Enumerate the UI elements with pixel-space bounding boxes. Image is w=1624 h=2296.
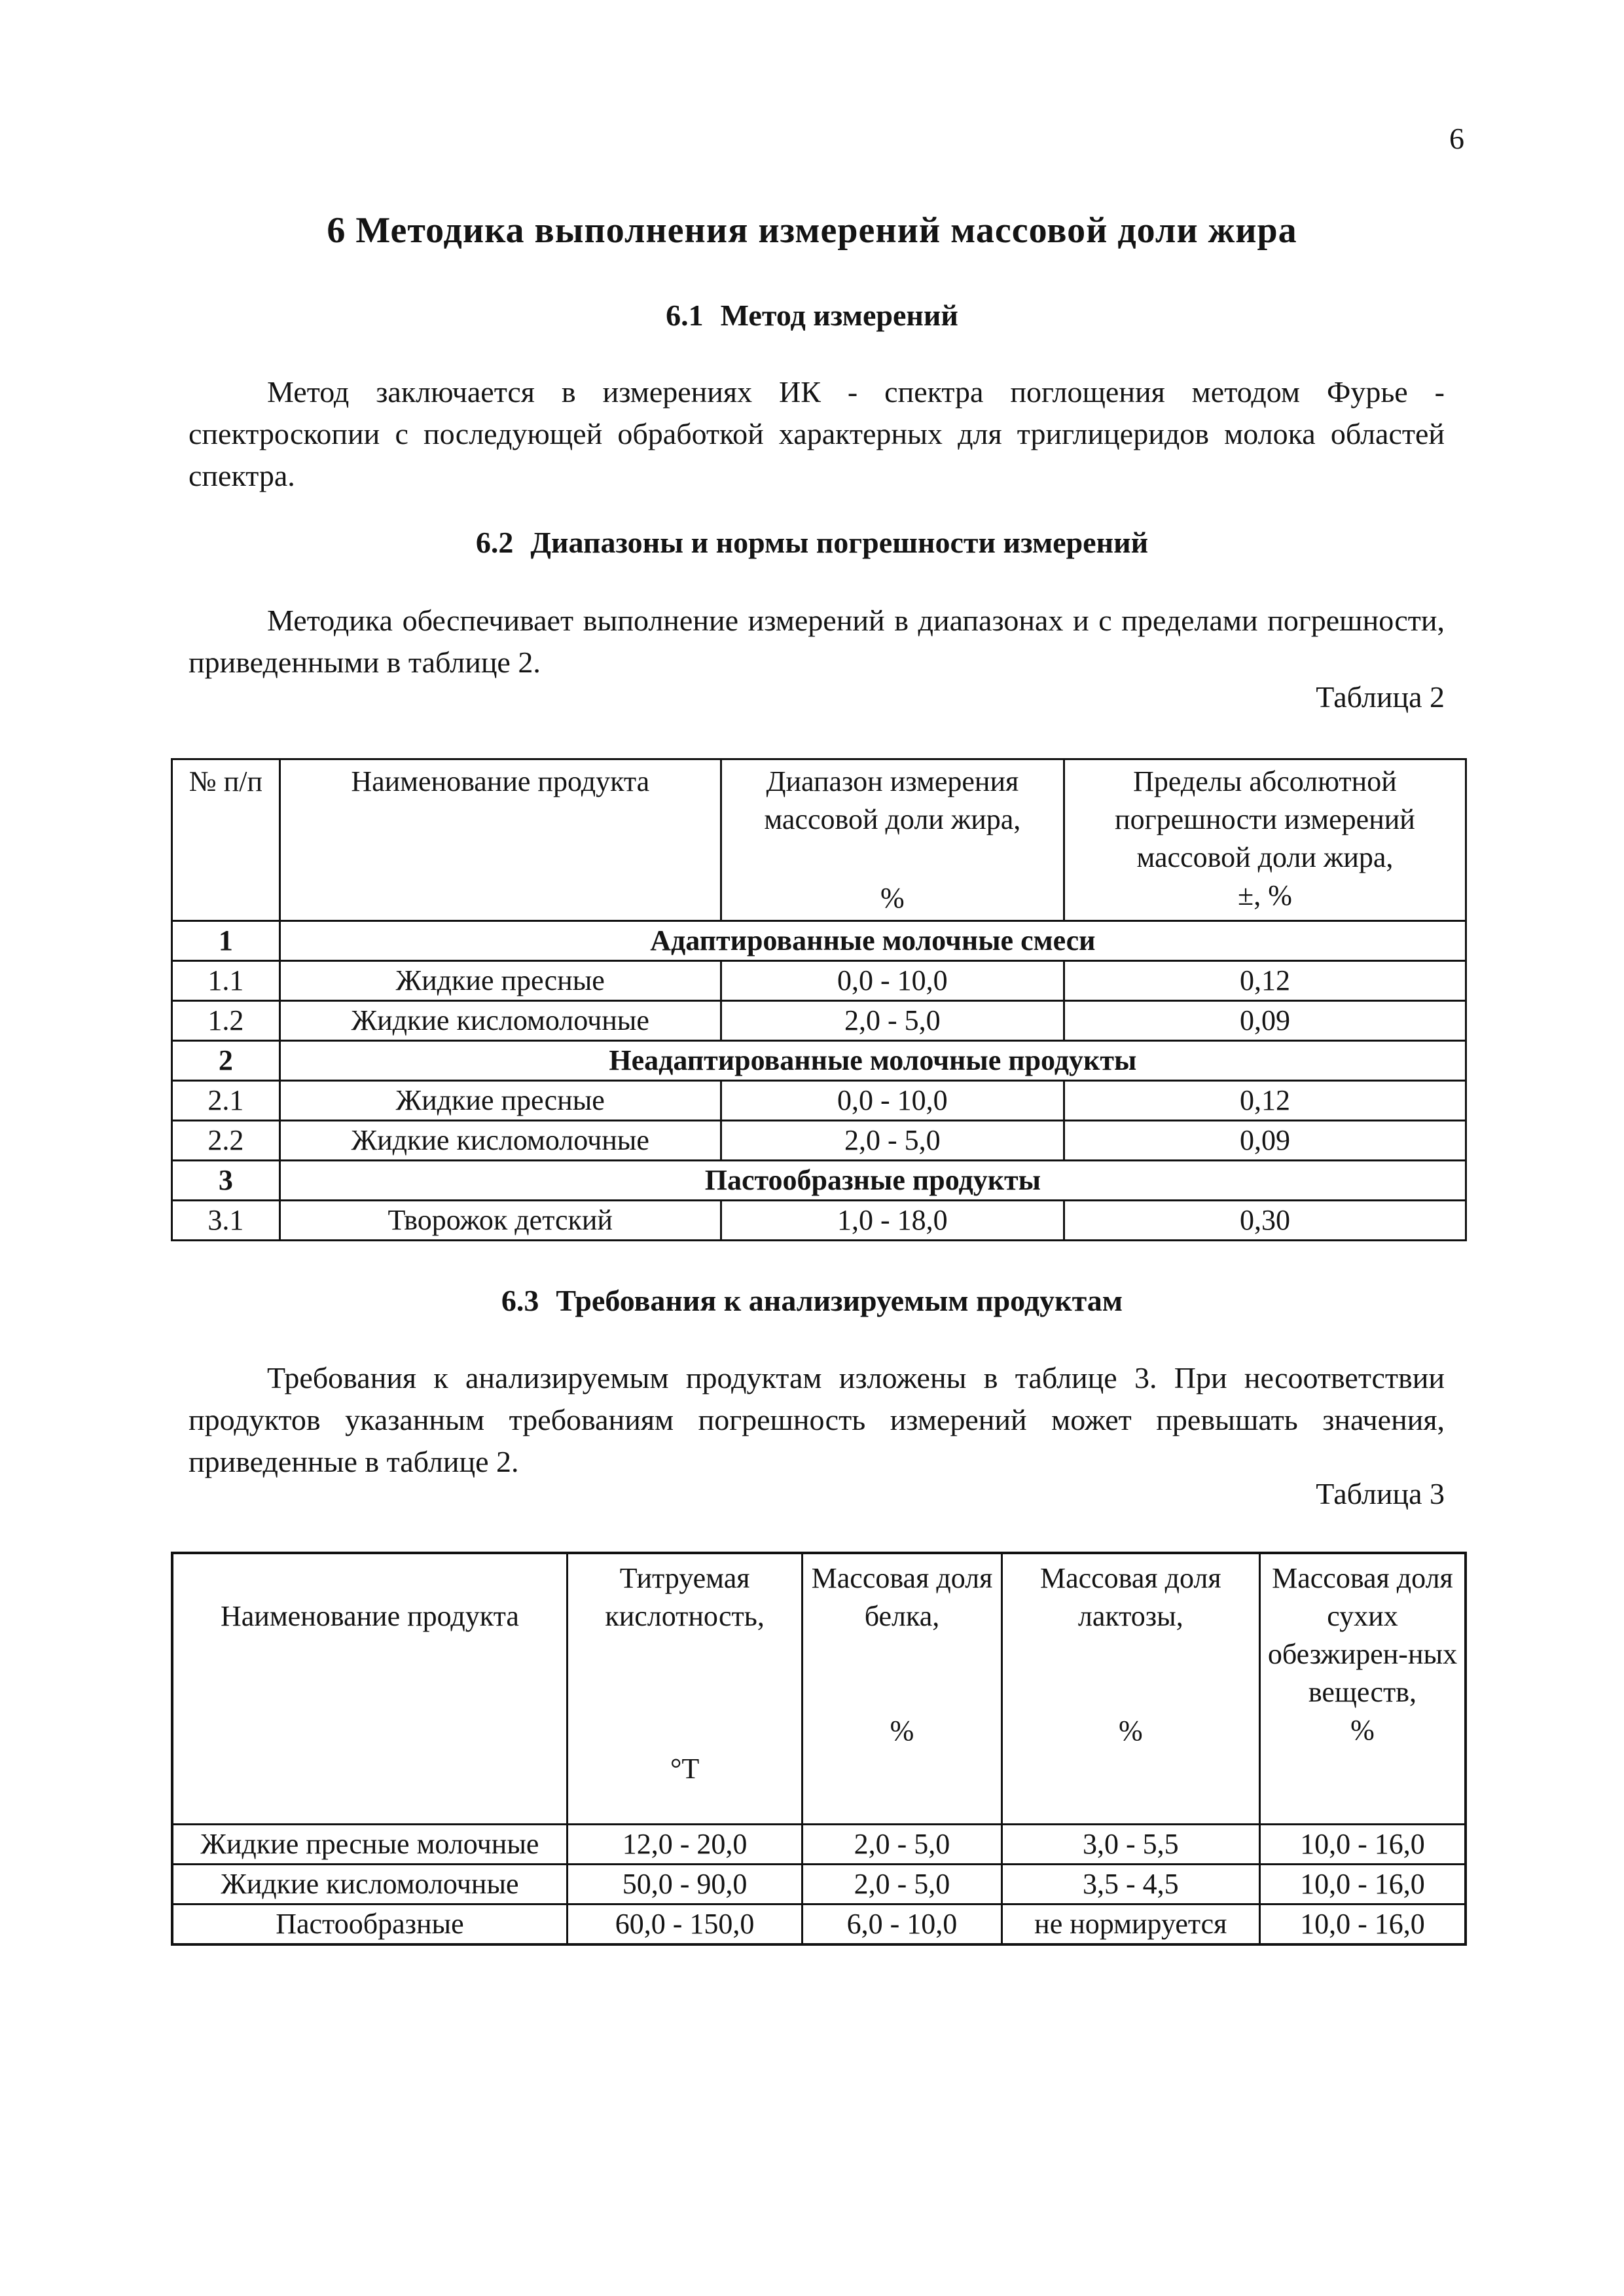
- row-lactose: 3,5 - 4,5: [1001, 1865, 1259, 1904]
- subsection-title: Диапазоны и нормы погрешности измерений: [530, 526, 1149, 559]
- row-error: 0,09: [1064, 1121, 1466, 1161]
- row-solids: 10,0 - 16,0: [1259, 1865, 1466, 1904]
- row-name: Жидкие кисломолочные: [172, 1865, 567, 1904]
- subsection-title: Метод измерений: [720, 299, 958, 332]
- header-solids-unit: %: [1350, 1714, 1375, 1746]
- table-row: [172, 1904, 1466, 1945]
- group-number: 1: [172, 921, 280, 961]
- header-range-text: Диапазон измерения массовой доли жира,: [764, 765, 1021, 835]
- row-solids: 10,0 - 16,0: [1259, 1904, 1466, 1945]
- row-range: 1,0 - 18,0: [721, 1201, 1064, 1241]
- row-name: Творожок детский: [280, 1201, 721, 1241]
- subsection-heading-6-1: [0, 298, 1624, 333]
- group-number: 3: [172, 1161, 280, 1201]
- table-2-caption: Таблица 2: [1316, 680, 1445, 714]
- group-number: 2: [172, 1041, 280, 1081]
- table-row: [172, 1825, 1466, 1865]
- paragraph-6-1: Метод заключается в измерениях ИК - спектра поглощения методом Фурье - спектроскопии с последующей обработкой характерных для триглицеридов молока областей спектра.: [189, 375, 1445, 492]
- table-row: [172, 1081, 1466, 1121]
- section-title-text: Методика выполнения измерений массовой доли жира: [355, 210, 1297, 251]
- page-number: 6: [1449, 122, 1464, 155]
- paragraph-6-3: Требования к анализируемым продуктам изложены в таблице 3. При несоответствии продуктов указанным требованиям погрешность измерений может превышать значения, приведенные в таблице 2.: [189, 1361, 1445, 1478]
- row-range: 2,0 - 5,0: [721, 1001, 1064, 1041]
- table-2-group-row: [172, 1041, 1466, 1081]
- group-title: Адаптированные молочные смеси: [280, 921, 1466, 961]
- header-range: [721, 759, 1064, 921]
- row-acidity: 50,0 - 90,0: [567, 1865, 802, 1904]
- header-protein: [803, 1553, 1001, 1825]
- section-title: [0, 210, 1624, 251]
- header-error-unit: ±, %: [1238, 879, 1292, 911]
- header-error-text: Пределы абсолютной погрешности измерений массовой доли жира,: [1115, 765, 1415, 873]
- header-num: № п/п: [172, 759, 280, 921]
- table-row: [172, 1121, 1466, 1161]
- row-name: Жидкие пресные молочные: [172, 1825, 567, 1865]
- row-error: 0,09: [1064, 1001, 1466, 1041]
- table-2-group-row: [172, 921, 1466, 961]
- section-title-number: 6: [327, 210, 346, 251]
- table-3-caption: Таблица 3: [1316, 1477, 1445, 1510]
- row-num: 2.2: [172, 1121, 280, 1161]
- row-name: Жидкие кисломолочные: [280, 1121, 721, 1161]
- row-lactose: не нормируется: [1001, 1904, 1259, 1945]
- row-acidity: 60,0 - 150,0: [567, 1904, 802, 1945]
- table-row: [172, 961, 1466, 1001]
- row-range: 0,0 - 10,0: [721, 1081, 1064, 1121]
- header-acidity: [567, 1553, 802, 1825]
- row-name: Жидкие пресные: [280, 961, 721, 1001]
- paragraph-6-2: Методика обеспечивает выполнение измерений в диапазонах и с пределами погрешности, приведенными в таблице 2.: [189, 604, 1445, 679]
- row-num: 3.1: [172, 1201, 280, 1241]
- row-protein: 6,0 - 10,0: [803, 1904, 1001, 1945]
- group-title: Неадаптированные молочные продукты: [280, 1041, 1466, 1081]
- row-name: Жидкие пресные: [280, 1081, 721, 1121]
- header-lactose: [1001, 1553, 1259, 1825]
- header-acidity-unit: °Т: [670, 1753, 700, 1785]
- row-solids: 10,0 - 16,0: [1259, 1825, 1466, 1865]
- header-product-name: Наименование продукта: [172, 1553, 567, 1825]
- group-title: Пастообразные продукты: [280, 1161, 1466, 1201]
- table-row: [172, 1201, 1466, 1241]
- row-num: 1.2: [172, 1001, 280, 1041]
- table-2-group-row: [172, 1161, 1466, 1201]
- subsection-number: 6.2: [475, 526, 514, 559]
- row-name: Пастообразные: [172, 1904, 567, 1945]
- row-name: Жидкие кисломолочные: [280, 1001, 721, 1041]
- header-solids-text: Массовая доля сухих обезжирен-ных веществ,: [1267, 1562, 1458, 1708]
- table-3: [171, 1552, 1467, 1946]
- table-2: [171, 758, 1467, 1241]
- row-range: 0,0 - 10,0: [721, 961, 1064, 1001]
- row-protein: 2,0 - 5,0: [803, 1825, 1001, 1865]
- subsection-number: 6.1: [666, 299, 704, 332]
- header-product-name: Наименование продукта: [280, 759, 721, 921]
- row-lactose: 3,0 - 5,5: [1001, 1825, 1259, 1865]
- row-error: 0,30: [1064, 1201, 1466, 1241]
- table-row: [172, 1865, 1466, 1904]
- table-row: [172, 1001, 1466, 1041]
- subsection-heading-6-3: [0, 1283, 1624, 1318]
- row-error: 0,12: [1064, 1081, 1466, 1121]
- header-protein-unit: %: [890, 1715, 914, 1747]
- row-error: 0,12: [1064, 961, 1466, 1001]
- row-num: 1.1: [172, 961, 280, 1001]
- row-protein: 2,0 - 5,0: [803, 1865, 1001, 1904]
- row-acidity: 12,0 - 20,0: [567, 1825, 802, 1865]
- header-protein-text: Массовая доля белка,: [811, 1562, 993, 1632]
- header-range-unit: %: [880, 882, 905, 914]
- header-acidity-text: Титруемая кислотность,: [605, 1562, 765, 1632]
- row-num: 2.1: [172, 1081, 280, 1121]
- subsection-heading-6-2: [0, 525, 1624, 560]
- table-2-header-row: [172, 759, 1466, 921]
- subsection-title: Требования к анализируемым продуктам: [556, 1284, 1123, 1317]
- header-error: [1064, 759, 1466, 921]
- header-solids: [1259, 1553, 1466, 1825]
- row-range: 2,0 - 5,0: [721, 1121, 1064, 1161]
- subsection-number: 6.3: [501, 1284, 539, 1317]
- header-lactose-text: Массовая доля лактозы,: [1039, 1562, 1221, 1632]
- table-3-header-row: [172, 1553, 1466, 1825]
- header-lactose-unit: %: [1118, 1715, 1143, 1747]
